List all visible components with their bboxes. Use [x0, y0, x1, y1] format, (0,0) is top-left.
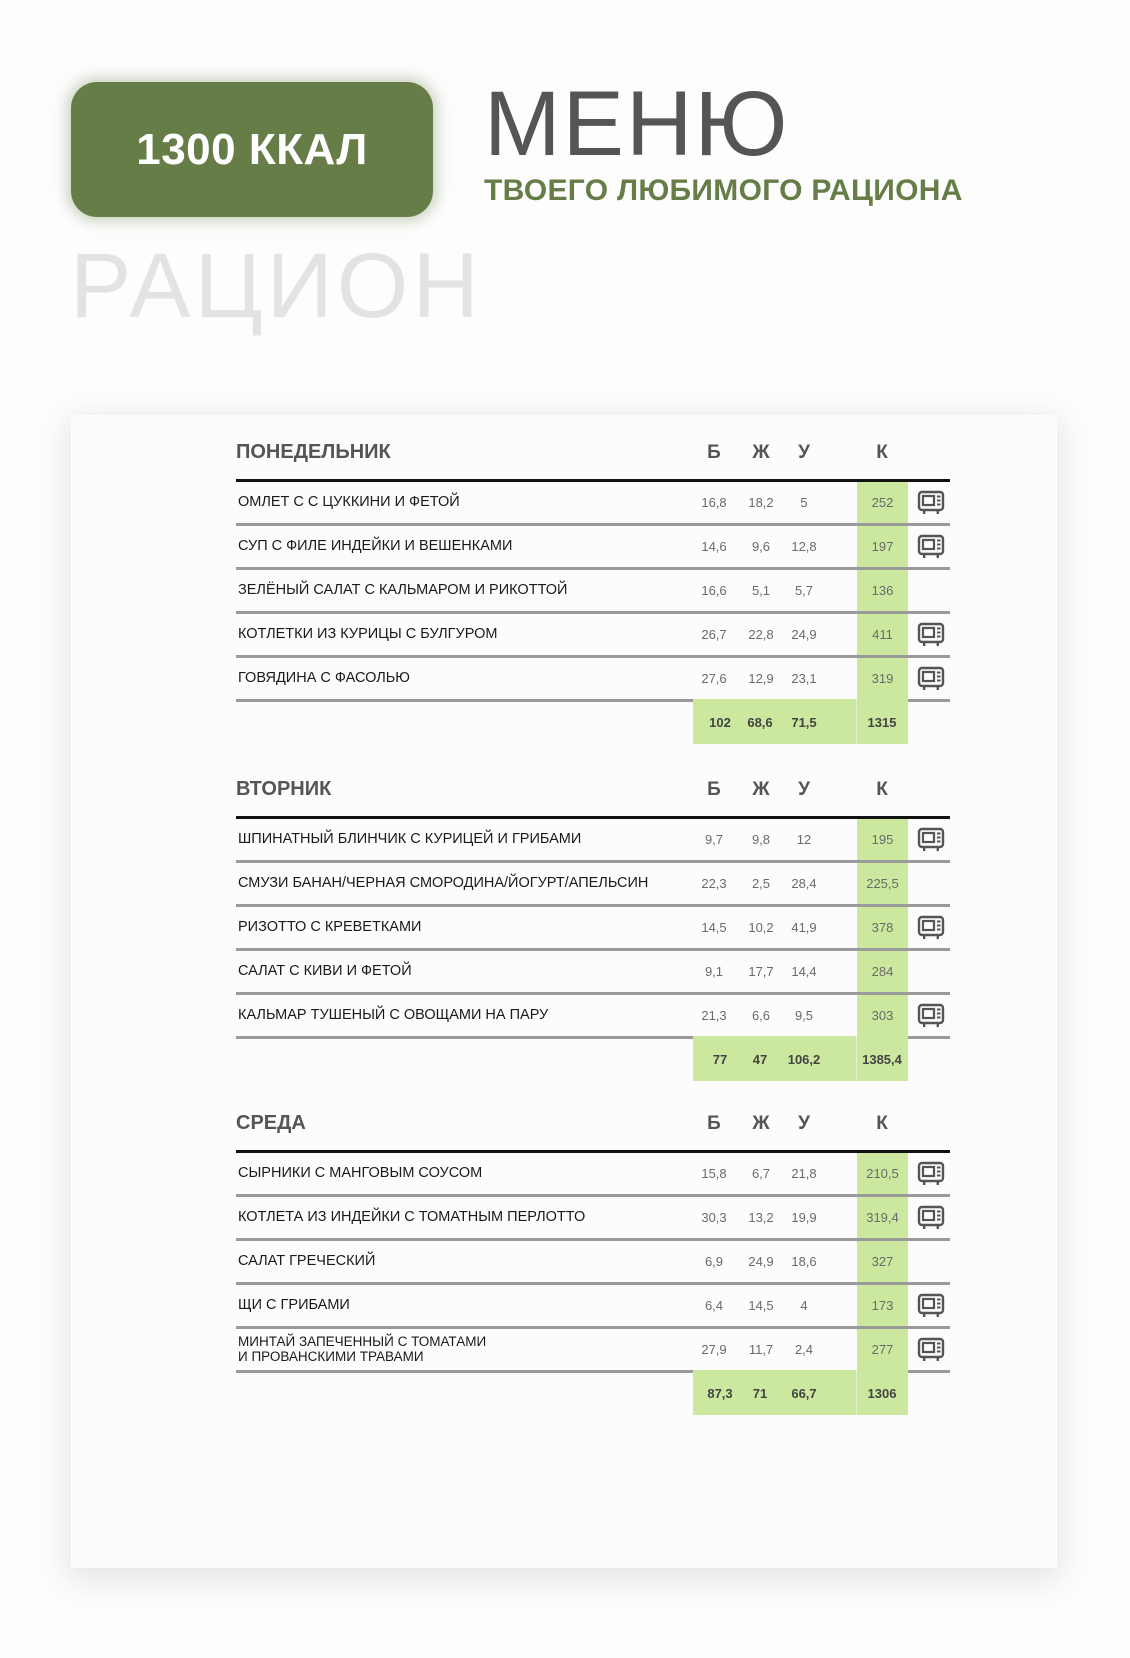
day-totals: [236, 1373, 950, 1415]
menu-row: [236, 995, 950, 1039]
menu-row: [236, 1197, 950, 1241]
menu-row: [236, 907, 950, 951]
fat-value: 12,9: [748, 671, 774, 686]
protein-value: 27,6: [701, 671, 727, 686]
protein-value: 9,1: [704, 964, 724, 979]
day-header: [236, 1086, 950, 1153]
day-section: [236, 1086, 950, 1415]
day-title: ПОНЕДЕЛЬНИК: [236, 441, 391, 463]
page-subtitle: ТВОЕГО ЛЮБИМОГО РАЦИОНА: [484, 174, 963, 207]
fat-value: 13,2: [748, 1210, 774, 1225]
menu-row: [236, 658, 950, 702]
kcal-value: 197: [857, 526, 908, 567]
microwave-icon: [917, 1337, 945, 1363]
column-header-kcal: К: [876, 779, 888, 800]
dish-name: ЗЕЛЁНЫЙ САЛАТ С КАЛЬМАРОМ И РИКОТТОЙ: [238, 581, 568, 598]
kcal-value: 136: [857, 570, 908, 611]
menu-row: [236, 526, 950, 570]
dish-name: ГОВЯДИНА С ФАСОЛЬЮ: [238, 669, 410, 686]
column-header-carbs: У: [798, 1113, 810, 1134]
column-header-protein: Б: [707, 442, 721, 463]
microwave-icon: [917, 1293, 945, 1319]
watermark-text: РАЦИОН: [70, 235, 483, 337]
dish-name: ОМЛЕТ С С ЦУККИНИ И ФЕТОЙ: [238, 493, 460, 510]
protein-value: 26,7: [701, 627, 727, 642]
carbs-value: 12: [796, 832, 812, 847]
menu-row: [236, 1285, 950, 1329]
protein-value: 9,7: [704, 832, 724, 847]
dish-name: ЩИ С ГРИБАМИ: [238, 1296, 350, 1313]
column-header-protein: Б: [707, 1113, 721, 1134]
column-header-protein: Б: [707, 779, 721, 800]
fat-value: 6,6: [751, 1008, 771, 1023]
total-fat: 71: [752, 1385, 768, 1401]
dish-name: САЛАТ С КИВИ И ФЕТОЙ: [238, 962, 412, 979]
dish-name: ШПИНАТНЫЙ БЛИНЧИК С КУРИЦЕЙ И ГРИБАМИ: [238, 830, 582, 847]
page-title: МЕНЮ: [484, 73, 790, 175]
kcal-value: 210,5: [857, 1153, 908, 1194]
protein-value: 15,8: [701, 1166, 727, 1181]
protein-value: 22,3: [701, 876, 727, 891]
kcal-value: 378: [857, 907, 908, 948]
kcal-value: 225,5: [857, 863, 908, 904]
fat-value: 9,8: [751, 832, 771, 847]
menu-row: [236, 951, 950, 995]
fat-value: 11,7: [748, 1342, 774, 1357]
carbs-value: 28,4: [791, 876, 817, 891]
microwave-icon: [917, 915, 945, 941]
menu-row: [236, 819, 950, 863]
fat-value: 2,5: [751, 876, 771, 891]
kcal-value: 411: [857, 614, 908, 655]
day-section: [236, 415, 950, 744]
kcal-value: 252: [857, 482, 908, 523]
kcal-value: 303: [857, 995, 908, 1036]
day-title: СРЕДА: [236, 1112, 306, 1134]
fat-value: 22,8: [748, 627, 774, 642]
fat-value: 5,1: [751, 583, 771, 598]
protein-value: 27,9: [701, 1342, 727, 1357]
dish-name: СМУЗИ БАНАН/ЧЕРНАЯ СМОРОДИНА/ЙОГУРТ/АПЕЛЬСИН: [238, 874, 649, 891]
day-section: [236, 752, 950, 1081]
carbs-value: 12,8: [791, 539, 817, 554]
dish-name: РИЗОТТО С КРЕВЕТКАМИ: [238, 918, 422, 935]
kcal-value: 284: [857, 951, 908, 992]
total-protein: 102: [709, 714, 731, 730]
protein-value: 16,6: [701, 583, 727, 598]
fat-value: 17,7: [748, 964, 774, 979]
total-carbs: 106,2: [787, 1051, 821, 1067]
fat-value: 18,2: [748, 495, 774, 510]
total-protein: 77: [712, 1051, 728, 1067]
total-carbs: 66,7: [791, 1385, 817, 1401]
total-fat: 68,6: [747, 714, 773, 730]
kcal-value: 319,4: [857, 1197, 908, 1238]
column-header-carbs: У: [798, 442, 810, 463]
kcal-value: 319: [857, 658, 908, 699]
kcal-value: 173: [857, 1285, 908, 1326]
dish-name: КАЛЬМАР ТУШЕНЫЙ С ОВОЩАМИ НА ПАРУ: [238, 1006, 549, 1023]
day-title: ВТОРНИК: [236, 778, 332, 800]
day-totals: [236, 1039, 950, 1081]
column-header-kcal: К: [876, 1113, 888, 1134]
column-header-carbs: У: [798, 779, 810, 800]
menu-row: [236, 1329, 950, 1373]
day-header: [236, 752, 950, 819]
fat-value: 24,9: [748, 1254, 774, 1269]
total-kcal: 1385,4: [862, 1051, 902, 1067]
total-kcal: 1306: [867, 1385, 897, 1401]
carbs-value: 21,8: [791, 1166, 817, 1181]
carbs-value: 18,6: [791, 1254, 817, 1269]
protein-value: 14,6: [701, 539, 727, 554]
microwave-icon: [917, 827, 945, 853]
column-header-fat: Ж: [752, 442, 770, 463]
menu-card: [71, 415, 1057, 1568]
kcal-value: 195: [857, 819, 908, 860]
total-fat: 47: [752, 1051, 768, 1067]
carbs-value: 4: [800, 1298, 808, 1313]
menu-row: [236, 482, 950, 526]
menu-row: [236, 570, 950, 614]
column-header-kcal: К: [876, 442, 888, 463]
protein-value: 14,5: [701, 920, 727, 935]
dish-name: СУП С ФИЛЕ ИНДЕЙКИ И ВЕШЕНКАМИ: [238, 537, 513, 554]
column-header-fat: Ж: [752, 779, 770, 800]
protein-value: 30,3: [701, 1210, 727, 1225]
carbs-value: 5: [800, 495, 808, 510]
carbs-value: 24,9: [791, 627, 817, 642]
menu-row: [236, 614, 950, 658]
microwave-icon: [917, 1161, 945, 1187]
fat-value: 6,7: [751, 1166, 771, 1181]
dish-name: МИНТАЙ ЗАПЕЧЕННЫЙ С ТОМАТАМИ И ПРОВАНСКИМИ ТРАВАМИ: [238, 1334, 487, 1364]
protein-value: 21,3: [701, 1008, 727, 1023]
carbs-value: 19,9: [791, 1210, 817, 1225]
microwave-icon: [917, 1003, 945, 1029]
fat-value: 10,2: [748, 920, 774, 935]
protein-value: 16,8: [701, 495, 727, 510]
protein-value: 6,9: [704, 1254, 724, 1269]
day-header: [236, 415, 950, 482]
dish-name: КОТЛЕТКИ ИЗ КУРИЦЫ С БУЛГУРОМ: [238, 625, 498, 642]
kcal-value: 327: [857, 1241, 908, 1282]
microwave-icon: [917, 534, 945, 560]
microwave-icon: [917, 622, 945, 648]
total-kcal: 1315: [867, 714, 897, 730]
kcal-value: 277: [857, 1329, 908, 1370]
carbs-value: 23,1: [791, 671, 817, 686]
menu-row: [236, 1153, 950, 1197]
carbs-value: 41,9: [791, 920, 817, 935]
dish-name: КОТЛЕТА ИЗ ИНДЕЙКИ С ТОМАТНЫМ ПЕРЛОТТО: [238, 1208, 586, 1225]
calorie-badge: [71, 82, 433, 217]
carbs-value: 9,5: [794, 1008, 814, 1023]
protein-value: 6,4: [704, 1298, 724, 1313]
carbs-value: 14,4: [791, 964, 817, 979]
microwave-icon: [917, 1205, 945, 1231]
day-totals: [236, 702, 950, 744]
fat-value: 9,6: [751, 539, 771, 554]
column-header-fat: Ж: [752, 1113, 770, 1134]
total-protein: 87,3: [707, 1385, 733, 1401]
dish-name: СЫРНИКИ С МАНГОВЫМ СОУСОМ: [238, 1164, 483, 1181]
menu-row: [236, 1241, 950, 1285]
menu-row: [236, 863, 950, 907]
dish-name: САЛАТ ГРЕЧЕСКИЙ: [238, 1252, 376, 1269]
microwave-icon: [917, 490, 945, 516]
total-carbs: 71,5: [791, 714, 817, 730]
fat-value: 14,5: [748, 1298, 774, 1313]
calorie-badge-label: 1300 ККАЛ: [136, 124, 368, 174]
carbs-value: 5,7: [794, 583, 814, 598]
carbs-value: 2,4: [794, 1342, 814, 1357]
microwave-icon: [917, 666, 945, 692]
